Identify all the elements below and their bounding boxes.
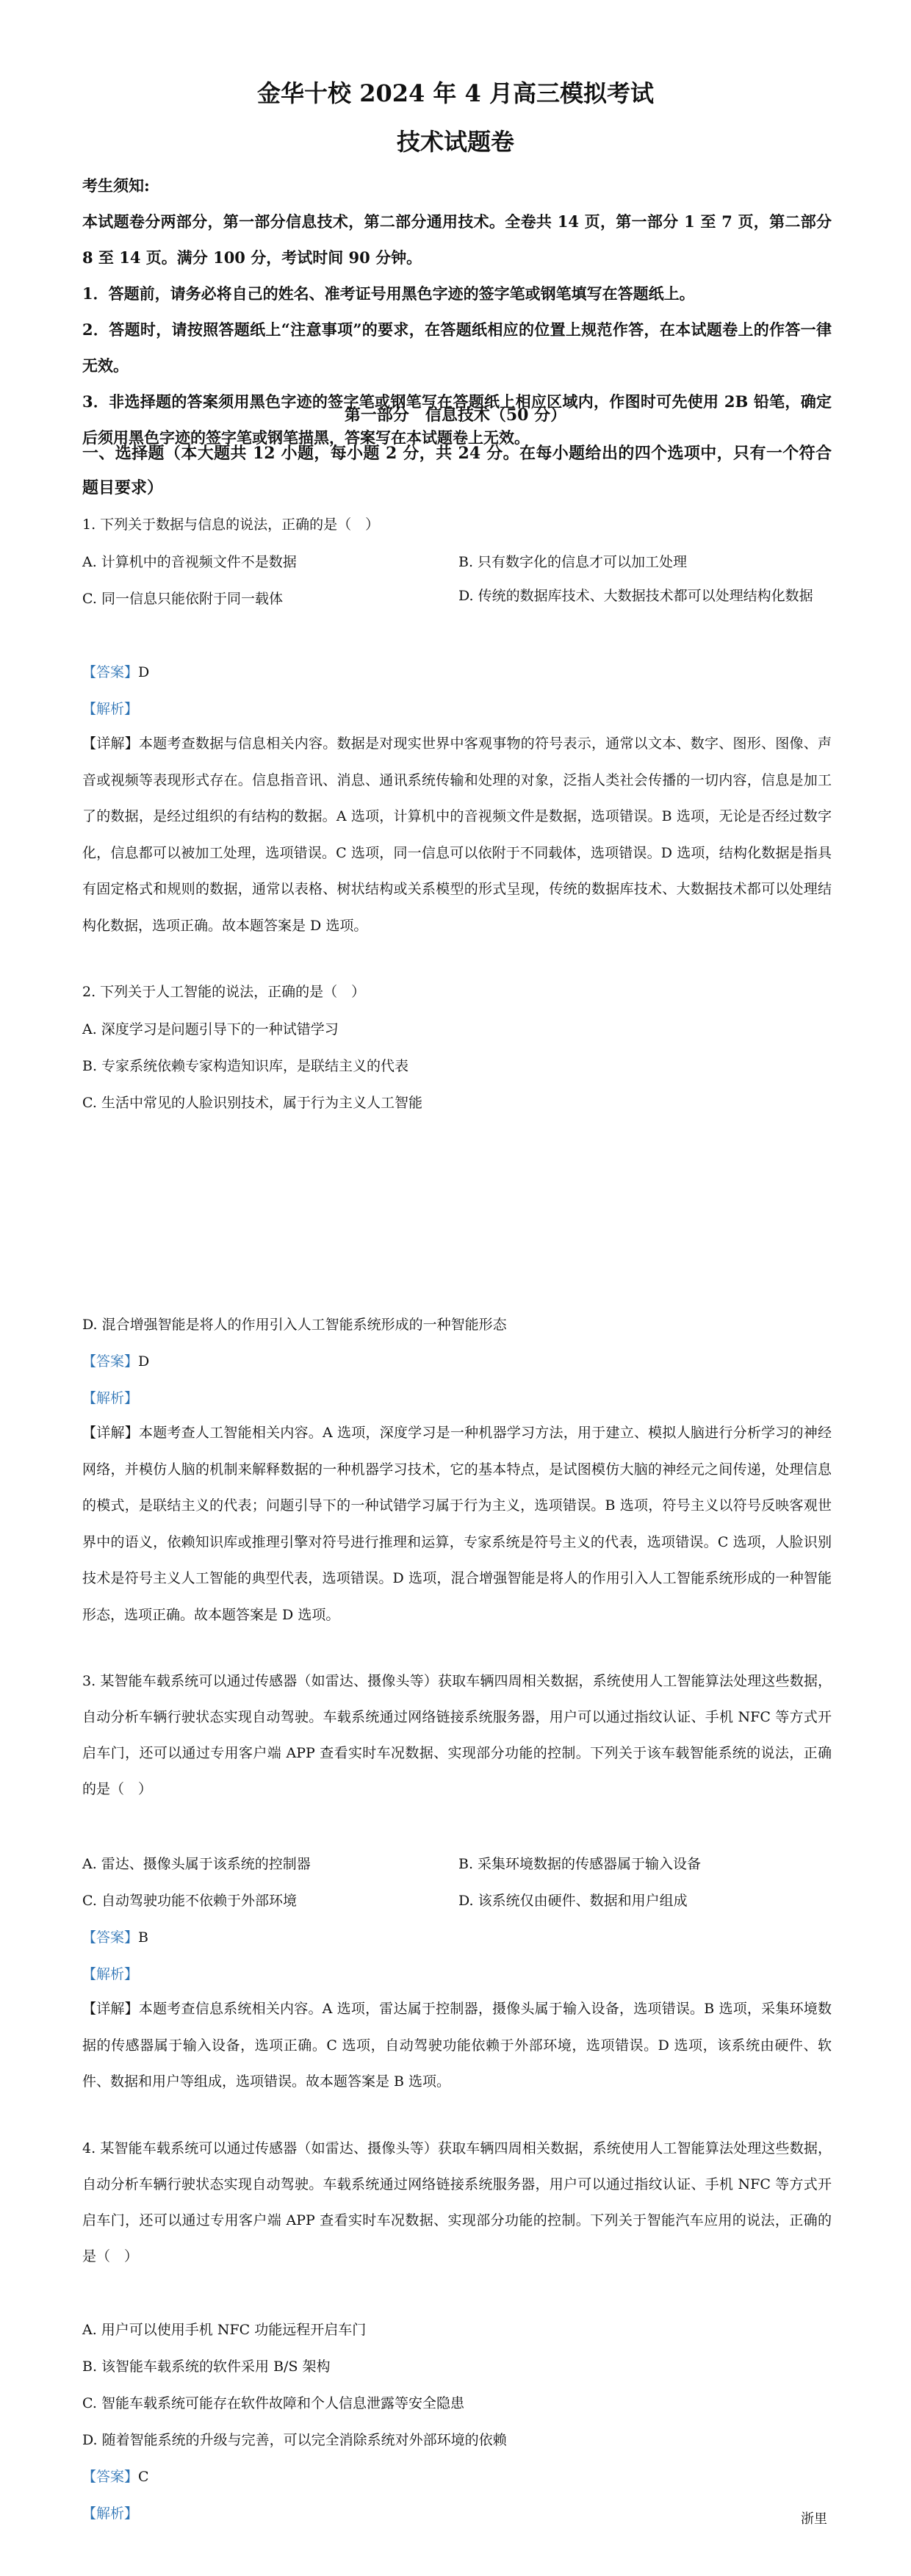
question-4-option-d: D. 随着智能系统的升级与完善，可以完全消除系统对外部环境的依赖 [82,2432,507,2448]
question-1-stem: 1. 下列关于数据与信息的说法，正确的是（ ） [82,517,380,533]
detail-label: 【详解】 [82,1425,139,1441]
answer-label [82,1350,149,1370]
question-3-stem: 3. 某智能车载系统可以通过传感器（如雷达、摄像头等）获取车辆四周相关数据，系统使用人工智能算法处理这些数据，自动分析车辆行驶状态实现自动驾驶。车载系统通过网络链接系统服务器，用户可以通过指纹认证、手机 NFC 等方式开启车门，还可以通过专用客户端 APP 查看实时车况数据、实现部分功能的控制。下列关于该车载智能系统的说法，正确的是（ ） [82,1673,832,1797]
question-1-answer: D [138,664,150,680]
question-3-detail-text: 本题考查信息系统相关内容。A 选项，雷达属于控制器，摄像头属于输入设备，选项错误。B 选项，采集环境数据的传感器属于输入设备，选项正确。C 选项，自动驾驶功能依赖于外部环境，选项错误。D 选项，该系统由硬件、软件、数据和用户等组成，选项错误。故本题答案是 B 选项。 [82,2001,832,2090]
question-1-detail-text: 本题考查数据与信息相关内容。数据是对现实世界中客观事物的符号表示，通常以文本、数字、图形、图像、声音或视频等表现形式存在。信息指音讯、消息、通讯系统传输和处理的对象，泛指人类社会传播的一切内容，信息是加工了的数据，是经过组织的有结构的数据。A 选项，计算机中的音视频文件是数据，选项错误。B 选项，无论是否经过数字化，信息都可以被加工处理，选项错误。C 选项，同一信息可以依附于不同载体，选项错误。D 选项，结构化数据是指具有固定格式和规则的数据，通常以表格、树状结构或关系模型的形式呈现，传统的数据库技术、大数据技术都可以处理结构化数据，选项正确。故本题答案是 D 选项。 [82,735,832,934]
question-3-answer: B [138,1929,148,1946]
analysis-label: 【解析】 [82,2505,139,2522]
notice-heading: 考生须知: [82,176,150,195]
question-4-answer: C [138,2469,149,2485]
detail-label: 【详解】 [82,2001,139,2017]
page-footer: 浙里 [801,2511,827,2527]
question-2-detail-text: 本题考查人工智能相关内容。A 选项，深度学习是一种机器学习方法，用于建立、模拟人脑进行分析学习的神经网络，并模仿人脑的机制来解释数据的一种机器学习技术，它的基本特点，是试图模仿大脑的神经元之间传递，处理信息的模式，是联结主义的代表；问题引导下的一种试错学习属于行为主义，选项错误。B 选项，符号主义以符号反映客观世界中的语义，依赖知识库或推理引擎对符号进行推理和运算，专家系统是符号主义的代表，选项错误。C 选项，人脸识别技术是符号主义人工智能的典型代表，选项错误。D 选项，混合增强智能是将人的作用引入人工智能系统形成的一种智能形态，选项正确。故本题答案是 D 选项。 [82,1425,832,1623]
question-3-option-d: D. 该系统仅由硬件、数据和用户组成 [458,1893,688,1909]
section-title: 第一部分 信息技术（50 分） [344,406,567,425]
answer-label-text: 【答案】 [82,1353,139,1370]
question-1-option-d: D. 传统的数据库技术、大数据技术都可以处理结构化数据 [458,588,813,604]
exam-title: 金华十校 2024 年 4 月高三模拟考试 [257,79,654,107]
question-1-option-a: A. 计算机中的音视频文件不是数据 [82,554,297,570]
question-2-option-d: D. 混合增强智能是将人的作用引入人工智能系统形成的一种智能形态 [82,1317,507,1333]
answer-label [82,2466,149,2486]
analysis-label: 【解析】 [82,1966,139,1982]
question-3-option-a: A. 雷达、摄像头属于该系统的控制器 [82,1856,311,1872]
question-3-option-b: B. 采集环境数据的传感器属于输入设备 [458,1856,702,1872]
answer-label-text: 【答案】 [82,664,139,680]
question-1-detail [82,726,832,944]
question-2-detail [82,1415,832,1633]
question-4-option-a: A. 用户可以使用手机 NFC 功能远程开启车门 [82,2322,367,2338]
question-2-option-a: A. 深度学习是问题引导下的一种试错学习 [82,1021,339,1037]
notice-line: 3．非选择题的答案须用黑色字迹的签字笔或钢笔写在答题纸上相应区域内，作图时可先使用 2B 铅笔，确定后须用黑色字迹的签字笔或钢笔描黑，答案写在本试题卷上无效。 [82,392,832,447]
part1-instruction: 一、选择题（本大题共 12 小题，每小题 2 分，共 24 分。在每小题给出的四个选项中，只有一个符合题目要求） [82,444,832,497]
notice-line: 本试题卷分两部分，第一部分信息技术，第二部分通用技术。全卷共 14 页，第一部分 1 至 7 页，第二部分 8 至 14 页。满分 100 分，考试时间 90 分钟。 [82,212,832,267]
answer-label-text: 【答案】 [82,2469,139,2485]
question-1-option-c: C. 同一信息只能依附于同一载体 [82,591,283,607]
question-2-stem: 2. 下列关于人工智能的说法，正确的是（ ） [82,984,366,1000]
notice-line: 2．答题时，请按照答题纸上“注意事项”的要求，在答题纸相应的位置上规范作答，在本试题卷上的作答一律无效。 [82,320,832,375]
answer-label [82,661,149,681]
question-2-option-b: B. 专家系统依赖专家构造知识库，是联结主义的代表 [82,1058,409,1074]
analysis-label: 【解析】 [82,701,139,717]
question-2-answer: D [138,1353,150,1370]
answer-label-text: 【答案】 [82,1929,139,1946]
question-3-option-c: C. 自动驾驶功能不依赖于外部环境 [82,1893,297,1909]
question-4-option-c: C. 智能车载系统可能存在软件故障和个人信息泄露等安全隐患 [82,2395,464,2411]
question-4-stem: 4. 某智能车载系统可以通过传感器（如雷达、摄像头等）获取车辆四周相关数据，系统使用人工智能算法处理这些数据，自动分析车辆行驶状态实现自动驾驶。车载系统通过网络链接系统服务器，用户可以通过指纹认证、手机 NFC 等方式开启车门，还可以通过专用客户端 APP 查看实时车况数据、实现部分功能的控制。下列关于智能汽车应用的说法，正确的是（ ） [82,2140,832,2264]
question-1-option-b: B. 只有数字化的信息才可以加工处理 [458,554,688,570]
notice-line: 1．答题前，请务必将自己的姓名、准考证号用黑色字迹的签字笔或钢笔填写在答题纸上。 [82,284,695,303]
analysis-label: 【解析】 [82,1390,139,1406]
answer-label [82,1926,148,1946]
question-4-option-b: B. 该智能车载系统的软件采用 B/S 架构 [82,2359,331,2375]
detail-label: 【详解】 [82,735,139,752]
exam-subtitle: 技术试题卷 [396,128,514,156]
question-3-detail [82,1991,832,2101]
question-2-option-c: C. 生活中常见的人脸识别技术，属于行为主义人工智能 [82,1095,422,1111]
